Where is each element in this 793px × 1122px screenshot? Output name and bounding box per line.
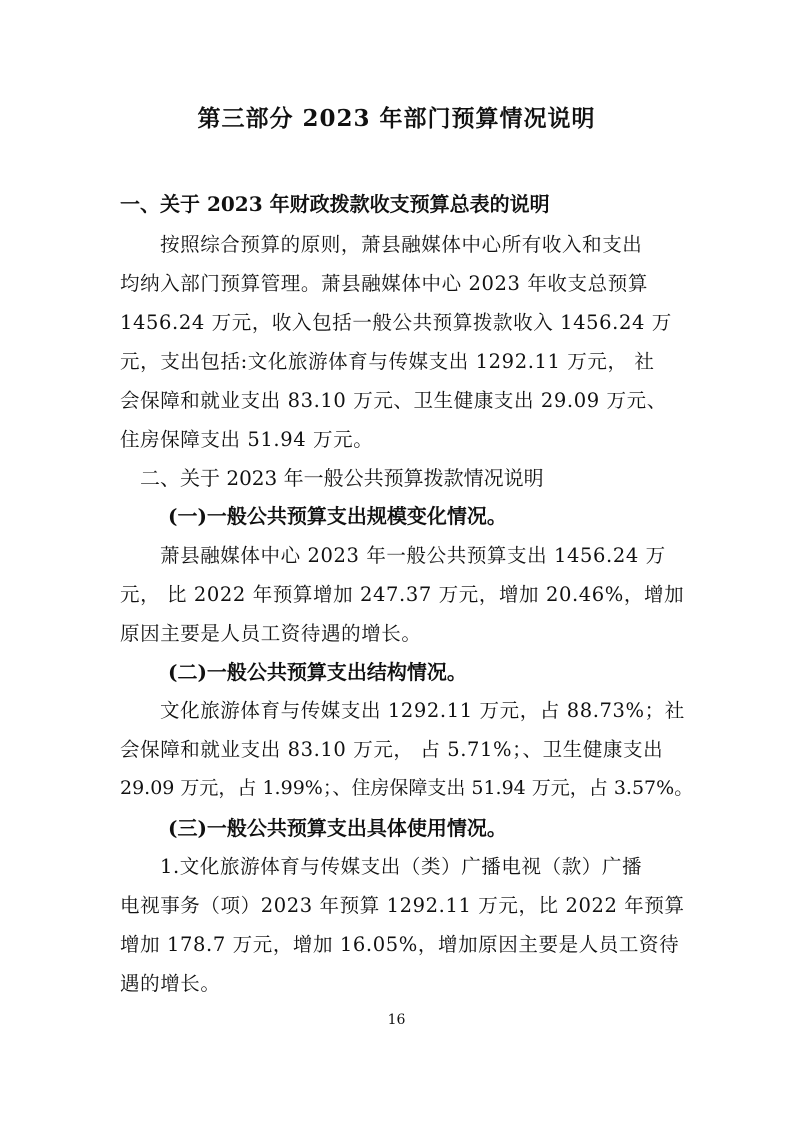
subsection3-heading: (三)一般公共预算支出具体使用情况。 xyxy=(168,816,507,840)
section2-heading: 二、关于 2023 年一般公共预算拨款情况说明 xyxy=(140,466,544,490)
section1-line-1: 按照综合预算的原则，萧县融媒体中心所有收入和支出 xyxy=(160,233,643,256)
subsection2-heading: (二)一般公共预算支出结构情况。 xyxy=(168,660,467,684)
subsection1-line-1: 萧县融媒体中心 2023 年一般公共预算支出 1456.24 万 xyxy=(160,544,666,567)
section1-line-3: 1456.24 万元，收入包括一般公共预算拨款收入 1456.24 万 xyxy=(120,311,672,334)
section1-heading: 一、关于 2023 年财政拨款收支预算总表的说明 xyxy=(120,192,550,216)
subsection2-line-3: 29.09 万元，占 1.99%；、住房保障支出 51.94 万元，占 3.57%。 xyxy=(120,777,694,799)
section1-line-4: 元，支出包括:文化旅游体育与传媒支出 1292.11 万元， 社 xyxy=(120,350,655,373)
page-number: 16 xyxy=(387,1012,406,1028)
subsection1-heading: (一)一般公共预算支出规模变化情况。 xyxy=(168,504,507,528)
section1-line-2: 均纳入部门预算管理。萧县融媒体中心 2023 年收支总预算 xyxy=(120,272,648,295)
section1-line-6: 住房保障支出 51.94 万元。 xyxy=(120,428,374,451)
page-title: 第三部分 2023 年部门预算情况说明 xyxy=(197,105,596,132)
subsection3-line-1: 1.文化旅游体育与传媒支出（类）广播电视（款）广播 xyxy=(160,855,643,878)
subsection3-line-3: 增加 178.7 万元，增加 16.05%，增加原因主要是人员工资待 xyxy=(120,933,680,956)
subsection1-line-3: 原因主要是人员工资待遇的增长。 xyxy=(120,622,422,645)
subsection3-line-4: 遇的增长。 xyxy=(120,972,221,995)
section1-line-5: 会保障和就业支出 83.10 万元、卫生健康支出 29.09 万元、 xyxy=(120,389,667,412)
subsection3-line-2: 电视事务（项）2023 年预算 1292.11 万元，比 2022 年预算 xyxy=(120,894,685,917)
subsection2-line-2: 会保障和就业支出 83.10 万元， 占 5.71%；、卫生健康支出 xyxy=(120,738,664,761)
subsection1-line-2: 元， 比 2022 年预算增加 247.37 万元，增加 20.46%，增加 xyxy=(120,583,685,606)
subsection2-line-1: 文化旅游体育与传媒支出 1292.11 万元，占 88.73%；社 xyxy=(160,699,685,722)
